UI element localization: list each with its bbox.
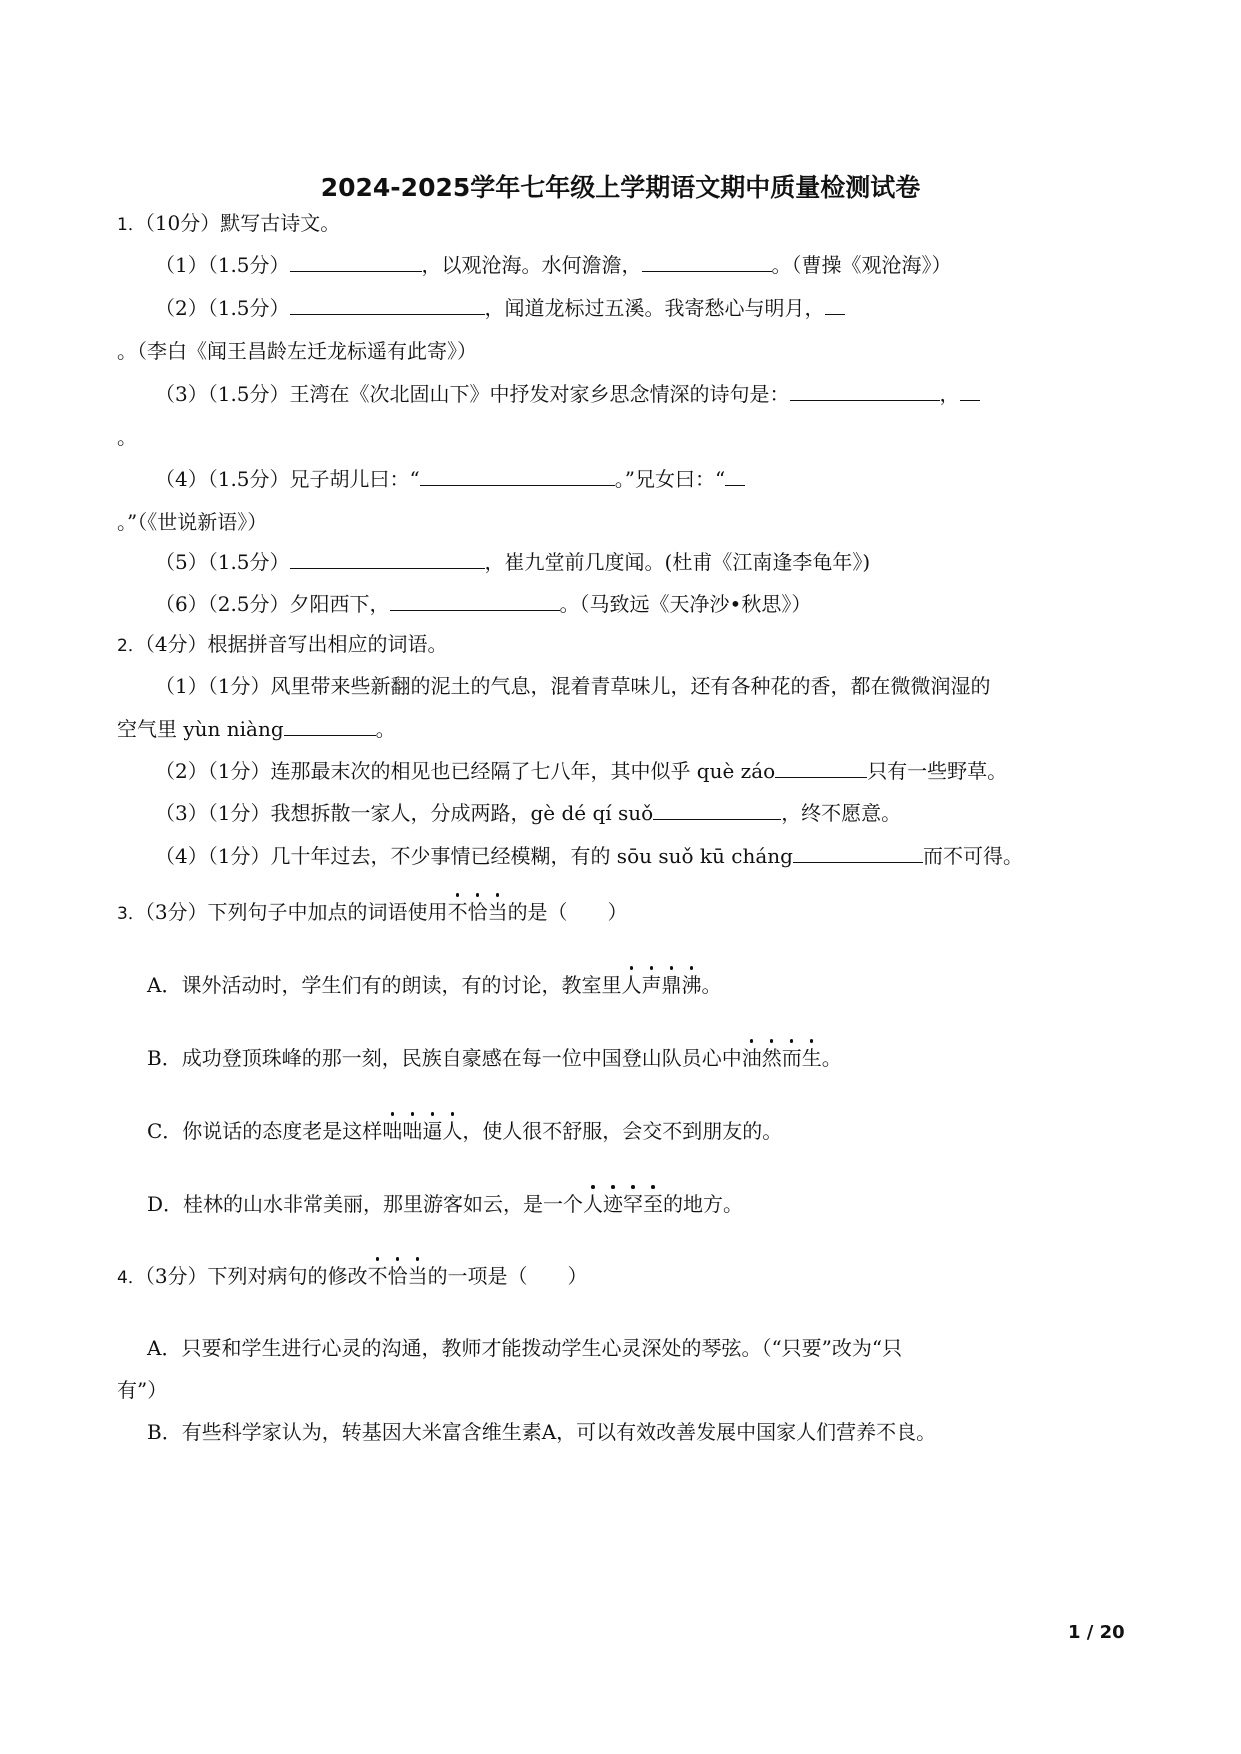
q2-item-4 <box>155 842 1023 870</box>
question-stem: （3分）下列句子中加点的词语使用 <box>144 900 448 924</box>
q1-item-4-continued: 。”（《世说新语》） <box>117 510 268 534</box>
emphasis-dot-char: 咄 <box>402 1119 423 1143</box>
item-text: ， <box>939 382 960 406</box>
item-label: （2）（1.5分） <box>155 296 290 320</box>
question-stem: （4分）根据拼音写出相应的词语。 <box>144 632 448 656</box>
item-text: 而不可得。 <box>922 844 1023 868</box>
question-4 <box>117 1262 588 1292</box>
option-c[interactable] <box>147 1117 782 1145</box>
q2-item-2 <box>155 757 1007 785</box>
question-stem-end: 的是（ ） <box>507 900 628 924</box>
emphasis-dot-char: 咄 <box>382 1119 403 1143</box>
item-label: （1）（1.5分） <box>155 253 290 277</box>
option-text: B．成功登顶珠峰的那一刻，民族自豪感在每一位中国登山队员心中 <box>147 1046 742 1070</box>
item-text: 。 <box>375 717 396 741</box>
question-number: 4． <box>117 1268 145 1288</box>
emphasis-dot-char: 当 <box>487 900 508 924</box>
option-text: 的地方。 <box>663 1192 744 1216</box>
item-text: ，崔九堂前几度闻。(杜甫《江南逢李龟年》) <box>484 550 871 574</box>
item-text: 。（曹操《观沧海》） <box>771 253 952 277</box>
question-number: 3． <box>117 904 145 924</box>
answer-blank[interactable] <box>420 465 615 486</box>
q1-item-2 <box>155 294 845 322</box>
answer-blank[interactable] <box>653 799 781 820</box>
emphasis-dot-char: 鼎 <box>661 973 682 997</box>
question-stem: （3分）下列对病句的修改 <box>144 1264 368 1288</box>
question-number: 1． <box>117 215 145 235</box>
q1-item-5 <box>155 548 870 576</box>
option-a-continued: 有”） <box>117 1378 168 1402</box>
question-stem-end: 的一项是（ ） <box>427 1264 588 1288</box>
question-2 <box>117 630 448 660</box>
answer-blank[interactable] <box>390 590 560 611</box>
emphasis-dot-char: 恰 <box>387 1264 408 1288</box>
answer-blank[interactable] <box>790 380 940 401</box>
emphasis-dot-char: 声 <box>641 973 662 997</box>
answer-blank[interactable] <box>284 715 376 736</box>
emphasis-dot-char: 迹 <box>603 1192 624 1216</box>
option-d[interactable] <box>147 1190 743 1218</box>
emphasis-dot-char: 不 <box>367 1264 388 1288</box>
emphasis-dot-char: 人 <box>621 973 642 997</box>
option-b[interactable] <box>147 1044 842 1072</box>
emphasis-dot-char: 不 <box>447 900 468 924</box>
emphasis-dot-char: 人 <box>583 1192 604 1216</box>
page-title: 2024-2025学年七年级上学期语文期中质量检测试卷 <box>320 173 921 202</box>
option-a[interactable]: A．只要和学生进行心灵的沟通，教师才能拨动学生心灵深处的琴弦。（“只要”改为“只 <box>147 1336 903 1360</box>
emphasis-dot-char: 然 <box>761 1046 782 1070</box>
item-text: ，以观沧海。水何澹澹， <box>421 253 642 277</box>
option-text: 。 <box>701 973 722 997</box>
emphasis-dot-char: 沸 <box>681 973 702 997</box>
option-b[interactable]: B．有些科学家认为，转基因大米富含维生素A，可以有效改善发展中国家人们营养不良。 <box>147 1420 937 1444</box>
answer-blank[interactable] <box>960 380 980 401</box>
option-text: 。 <box>821 1046 842 1070</box>
item-text: （4）（1分）几十年过去，不少事情已经模糊，有的 sōu suǒ kū cháng <box>155 844 793 868</box>
question-number: 2． <box>117 636 145 656</box>
answer-blank[interactable] <box>825 294 845 315</box>
q1-item-3 <box>155 380 980 408</box>
item-text: 。（马致远《天净沙•秋思》） <box>559 592 812 616</box>
q1-item-4 <box>155 465 745 493</box>
q2-item-1-continued <box>117 715 396 743</box>
answer-blank[interactable] <box>290 294 485 315</box>
q1-item-2-continued: 。（李白《闻王昌龄左迁龙标遥有此寄》） <box>117 339 477 363</box>
item-text: ，闻道龙标过五溪。我寄愁心与明月， <box>484 296 825 320</box>
item-text: 只有一些野草。 <box>867 759 1008 783</box>
answer-blank[interactable] <box>642 251 772 272</box>
option-text: C．你说话的态度老是这样 <box>147 1119 383 1143</box>
q2-item-1: （1）（1分）风里带来些新翻的泥土的气息，混着青草味儿，还有各种花的香，都在微微润湿的 <box>155 674 991 698</box>
item-label: （5）（1.5分） <box>155 550 290 574</box>
emphasis-dot-char: 油 <box>741 1046 762 1070</box>
option-text: A．课外活动时，学生们有的朗读，有的讨论，教室里 <box>147 973 622 997</box>
emphasis-dot-char: 人 <box>442 1119 463 1143</box>
question-3 <box>117 898 628 928</box>
page-number: 1 / 20 <box>1068 1622 1125 1643</box>
q1-item-3-continued: 。 <box>117 425 137 449</box>
q1-item-1 <box>155 251 952 279</box>
option-text: ，使人很不舒服，会交不到朋友的。 <box>462 1119 783 1143</box>
emphasis-dot-char: 罕 <box>623 1192 644 1216</box>
answer-blank[interactable] <box>793 842 923 863</box>
question-stem: （10分）默写古诗文。 <box>144 211 341 235</box>
item-text: （2）（1分）连那最末次的相见也已经隔了七八年，其中似乎 què záo <box>155 759 776 783</box>
item-text: 空气里 yùn niàng <box>117 717 284 741</box>
option-text: D．桂林的山水非常美丽，那里游客如云，是一个 <box>147 1192 584 1216</box>
emphasis-dot-char: 至 <box>643 1192 664 1216</box>
item-text: （3）（1分）我想拆散一家人，分成两路，gè dé qí suǒ <box>155 801 654 825</box>
item-text: （3）（1.5分）王湾在《次北固山下》中抒发对家乡思念情深的诗句是： <box>155 382 790 406</box>
question-1 <box>117 209 340 239</box>
emphasis-dot-char: 恰 <box>467 900 488 924</box>
answer-blank[interactable] <box>725 465 745 486</box>
emphasis-dot-char: 而 <box>781 1046 802 1070</box>
emphasis-dot-char: 生 <box>801 1046 822 1070</box>
emphasis-dot-char: 逼 <box>422 1119 443 1143</box>
item-text: （6）（2.5分）夕阳西下， <box>155 592 390 616</box>
q2-item-3 <box>155 799 901 827</box>
answer-blank[interactable] <box>290 548 485 569</box>
item-text: ，终不愿意。 <box>781 801 902 825</box>
item-text: （4）（1.5分）兄子胡儿曰：“ <box>155 467 420 491</box>
answer-blank[interactable] <box>290 251 422 272</box>
answer-blank[interactable] <box>775 757 867 778</box>
emphasis-dot-char: 当 <box>407 1264 428 1288</box>
q1-item-6 <box>155 590 811 618</box>
item-text: 。”兄女曰：“ <box>614 467 726 491</box>
option-a[interactable] <box>147 971 721 999</box>
